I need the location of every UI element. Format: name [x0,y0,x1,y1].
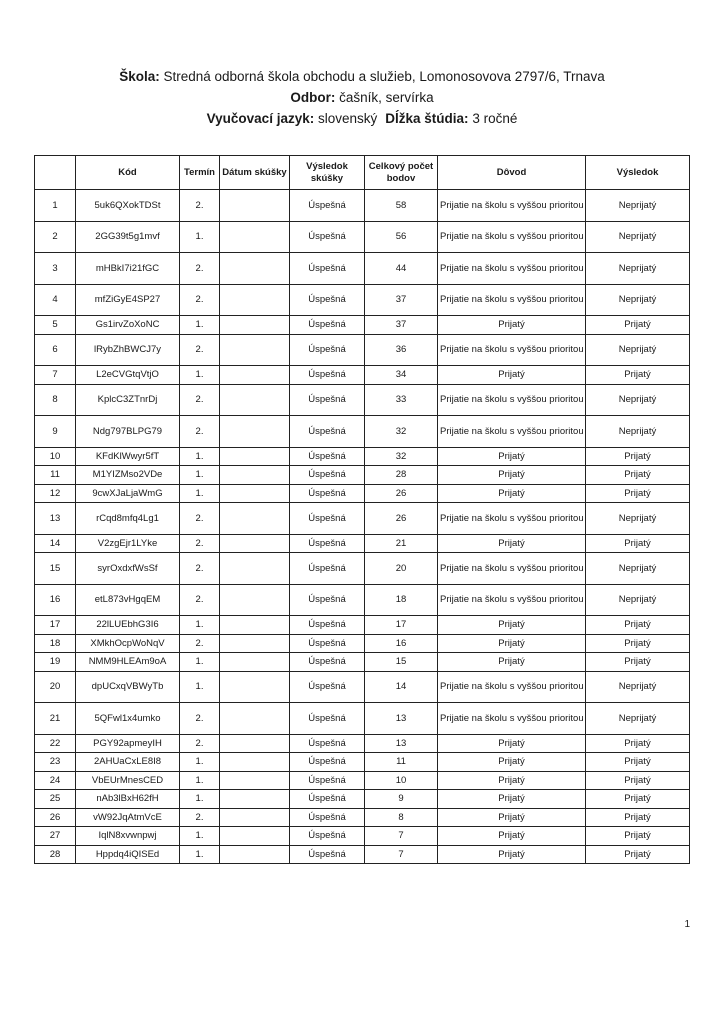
duration-value: 3 ročné [472,111,518,126]
cell-reason: Prijatý [438,753,586,772]
cell-result: Neprijatý [586,221,690,253]
cell-term: 2. [180,334,220,366]
cell-number: 6 [35,334,76,366]
field-line [0,87,724,108]
cell-total-points: 11 [365,753,438,772]
cell-code: 2GG39t5g1mvf [76,221,180,253]
cell-result: Neprijatý [586,334,690,366]
cell-exam-date [220,534,290,553]
cell-result: Neprijatý [586,553,690,585]
cell-code: syrOxdxfWsSf [76,553,180,585]
cell-number: 26 [35,808,76,827]
cell-exam-date [220,316,290,335]
cell-term: 2. [180,584,220,616]
cell-term: 1. [180,753,220,772]
cell-term: 2. [180,703,220,735]
table-row [35,616,690,635]
cell-reason: Prijatie na školu s vyššou prioritou [438,190,586,222]
table-row [35,753,690,772]
cell-exam-date [220,634,290,653]
cell-exam-date [220,653,290,672]
cell-exam-date [220,771,290,790]
cell-result: Prijatý [586,771,690,790]
cell-code: lRybZhBWCJ7y [76,334,180,366]
cell-result: Prijatý [586,845,690,864]
table-row [35,771,690,790]
table-row [35,671,690,703]
cell-term: 1. [180,827,220,846]
cell-code: Gs1irvZoXoNC [76,316,180,335]
cell-number: 5 [35,316,76,335]
cell-number: 20 [35,671,76,703]
table-row [35,316,690,335]
cell-exam-result: Úspešná [290,634,365,653]
cell-term: 2. [180,284,220,316]
cell-result: Neprijatý [586,503,690,535]
cell-reason: Prijatie na školu s vyššou prioritou [438,221,586,253]
cell-term: 1. [180,616,220,635]
cell-total-points: 20 [365,553,438,585]
cell-reason: Prijatie na školu s vyššou prioritou [438,384,586,416]
cell-result: Prijatý [586,466,690,485]
cell-exam-result: Úspešná [290,416,365,448]
cell-code: mHBkI7i21fGC [76,253,180,285]
cell-reason: Prijatý [438,771,586,790]
cell-exam-date [220,366,290,385]
table-row [35,221,690,253]
header-result: Výsledok [586,156,690,190]
cell-code: KFdKlWwyr5fT [76,447,180,466]
cell-exam-result: Úspešná [290,384,365,416]
cell-number: 23 [35,753,76,772]
cell-result: Neprijatý [586,384,690,416]
cell-reason: Prijatý [438,447,586,466]
cell-exam-date [220,447,290,466]
cell-term: 1. [180,484,220,503]
cell-number: 3 [35,253,76,285]
cell-number: 28 [35,845,76,864]
school-value: Stredná odborná škola obchodu a služieb, Lomonosovova 2797/6, Trnava [163,69,605,84]
cell-exam-date [220,584,290,616]
school-label: Škola: [119,69,160,84]
cell-result: Prijatý [586,484,690,503]
duration-label: Dĺžka štúdia: [385,111,469,126]
cell-result: Prijatý [586,316,690,335]
table-row [35,334,690,366]
cell-reason: Prijatie na školu s vyššou prioritou [438,334,586,366]
cell-exam-date [220,753,290,772]
cell-number: 14 [35,534,76,553]
cell-term: 1. [180,366,220,385]
cell-code: KplcC3ZTnrDj [76,384,180,416]
cell-total-points: 28 [365,466,438,485]
table-row [35,447,690,466]
cell-result: Prijatý [586,653,690,672]
cell-code: 5uk6QXokTDSt [76,190,180,222]
cell-total-points: 32 [365,416,438,448]
table-header-row [35,156,690,190]
cell-code: Ndg797BLPG79 [76,416,180,448]
cell-result: Prijatý [586,734,690,753]
cell-reason: Prijatý [438,534,586,553]
cell-exam-date [220,284,290,316]
cell-exam-result: Úspešná [290,808,365,827]
cell-term: 2. [180,808,220,827]
cell-term: 2. [180,503,220,535]
cell-term: 2. [180,384,220,416]
cell-code: NMM9HLEAm9oA [76,653,180,672]
cell-reason: Prijatý [438,366,586,385]
table-row [35,366,690,385]
cell-reason: Prijatý [438,653,586,672]
cell-code: V2zgEjr1LYke [76,534,180,553]
cell-total-points: 33 [365,384,438,416]
cell-exam-result: Úspešná [290,503,365,535]
cell-exam-date [220,734,290,753]
cell-result: Neprijatý [586,416,690,448]
cell-reason: Prijatý [438,790,586,809]
cell-number: 12 [35,484,76,503]
cell-total-points: 36 [365,334,438,366]
cell-term: 2. [180,634,220,653]
cell-total-points: 8 [365,808,438,827]
cell-total-points: 15 [365,653,438,672]
cell-code: rCqd8mfq4Lg1 [76,503,180,535]
cell-code: 5QFwl1x4umko [76,703,180,735]
header-code: Kód [76,156,180,190]
language-value: slovenský [317,111,378,126]
cell-exam-result: Úspešná [290,466,365,485]
cell-result: Prijatý [586,827,690,846]
cell-total-points: 14 [365,671,438,703]
table-row [35,734,690,753]
cell-code: etL873vHgqEM [76,584,180,616]
cell-term: 1. [180,316,220,335]
cell-exam-result: Úspešná [290,753,365,772]
table-row [35,416,690,448]
header-term: Termín [180,156,220,190]
cell-code: IqlN8xvwnpwj [76,827,180,846]
cell-term: 2. [180,734,220,753]
cell-term: 2. [180,190,220,222]
cell-exam-result: Úspešná [290,190,365,222]
table-body [35,190,690,864]
cell-exam-date [220,553,290,585]
cell-result: Neprijatý [586,190,690,222]
cell-result: Neprijatý [586,703,690,735]
cell-number: 7 [35,366,76,385]
document-header [0,66,724,129]
cell-total-points: 32 [365,447,438,466]
cell-exam-date [220,616,290,635]
cell-exam-result: Úspešná [290,334,365,366]
cell-number: 21 [35,703,76,735]
cell-reason: Prijatý [438,484,586,503]
cell-exam-result: Úspešná [290,790,365,809]
cell-number: 18 [35,634,76,653]
header-exam-result: Výsledok skúšky [290,156,365,190]
cell-term: 1. [180,790,220,809]
cell-code: XMkhOcpWoNqV [76,634,180,653]
cell-term: 1. [180,447,220,466]
cell-reason: Prijatie na školu s vyššou prioritou [438,671,586,703]
table-row [35,790,690,809]
cell-code: mfZiGyE4SP27 [76,284,180,316]
cell-total-points: 18 [365,584,438,616]
cell-code: 2AHUaCxLE8I8 [76,753,180,772]
cell-reason: Prijatý [438,634,586,653]
cell-reason: Prijatie na školu s vyššou prioritou [438,253,586,285]
cell-result: Neprijatý [586,584,690,616]
cell-total-points: 17 [365,616,438,635]
cell-number: 25 [35,790,76,809]
cell-number: 2 [35,221,76,253]
cell-term: 2. [180,553,220,585]
table-row [35,845,690,864]
cell-result: Prijatý [586,753,690,772]
cell-number: 17 [35,616,76,635]
cell-number: 19 [35,653,76,672]
cell-total-points: 34 [365,366,438,385]
cell-exam-date [220,416,290,448]
cell-reason: Prijatý [438,734,586,753]
field-value: čašník, servírka [339,90,434,105]
cell-total-points: 16 [365,634,438,653]
cell-exam-result: Úspešná [290,484,365,503]
cell-exam-date [220,703,290,735]
cell-code: Hppdq4iQISEd [76,845,180,864]
cell-result: Prijatý [586,634,690,653]
table-row [35,284,690,316]
cell-number: 1 [35,190,76,222]
cell-exam-result: Úspešná [290,584,365,616]
cell-exam-date [220,827,290,846]
cell-exam-date [220,845,290,864]
cell-term: 2. [180,534,220,553]
page-number: 1 [684,919,690,930]
cell-exam-date [220,221,290,253]
cell-reason: Prijatie na školu s vyššou prioritou [438,416,586,448]
cell-term: 2. [180,416,220,448]
language-duration-line [0,108,724,129]
cell-total-points: 56 [365,221,438,253]
cell-exam-date [220,671,290,703]
table-row [35,584,690,616]
cell-total-points: 13 [365,734,438,753]
cell-number: 10 [35,447,76,466]
cell-exam-date [220,484,290,503]
cell-code: M1YIZMso2VDe [76,466,180,485]
cell-number: 11 [35,466,76,485]
cell-total-points: 37 [365,284,438,316]
cell-reason: Prijatie na školu s vyššou prioritou [438,553,586,585]
cell-reason: Prijatý [438,827,586,846]
table-row [35,703,690,735]
cell-reason: Prijatý [438,316,586,335]
header-reason: Dôvod [438,156,586,190]
cell-exam-date [220,384,290,416]
cell-term: 1. [180,221,220,253]
cell-code: L2eCVGtqVtjO [76,366,180,385]
cell-exam-date [220,190,290,222]
table-row [35,466,690,485]
cell-reason: Prijatie na školu s vyššou prioritou [438,703,586,735]
cell-exam-date [220,334,290,366]
cell-reason: Prijatie na školu s vyššou prioritou [438,503,586,535]
cell-term: 1. [180,466,220,485]
table-row [35,808,690,827]
table-row [35,827,690,846]
cell-result: Neprijatý [586,253,690,285]
cell-result: Prijatý [586,790,690,809]
cell-exam-result: Úspešná [290,703,365,735]
cell-term: 1. [180,845,220,864]
cell-total-points: 7 [365,827,438,846]
cell-term: 1. [180,671,220,703]
cell-reason: Prijatý [438,845,586,864]
table-row [35,253,690,285]
cell-exam-result: Úspešná [290,616,365,635]
cell-number: 13 [35,503,76,535]
cell-term: 1. [180,653,220,672]
cell-code: dpUCxqVBWyTb [76,671,180,703]
cell-exam-date [220,808,290,827]
admission-results-table [34,155,690,864]
cell-number: 8 [35,384,76,416]
cell-total-points: 44 [365,253,438,285]
cell-number: 15 [35,553,76,585]
cell-reason: Prijatý [438,616,586,635]
cell-term: 1. [180,771,220,790]
cell-exam-date [220,253,290,285]
table-row [35,553,690,585]
cell-reason: Prijatie na školu s vyššou prioritou [438,584,586,616]
cell-result: Prijatý [586,534,690,553]
header-exam-date: Dátum skúšky [220,156,290,190]
cell-number: 24 [35,771,76,790]
cell-number: 16 [35,584,76,616]
cell-exam-result: Úspešná [290,366,365,385]
cell-total-points: 10 [365,771,438,790]
cell-reason: Prijatý [438,466,586,485]
cell-exam-result: Úspešná [290,316,365,335]
cell-total-points: 58 [365,190,438,222]
cell-total-points: 7 [365,845,438,864]
cell-exam-result: Úspešná [290,221,365,253]
cell-term: 2. [180,253,220,285]
cell-total-points: 21 [365,534,438,553]
cell-number: 27 [35,827,76,846]
cell-exam-result: Úspešná [290,553,365,585]
cell-exam-result: Úspešná [290,827,365,846]
field-label: Odbor: [290,90,336,105]
cell-exam-result: Úspešná [290,534,365,553]
cell-exam-result: Úspešná [290,845,365,864]
cell-exam-date [220,466,290,485]
school-line [0,66,724,87]
cell-code: 9cwXJaLjaWmG [76,484,180,503]
cell-code: vW92JqAtmVcE [76,808,180,827]
cell-exam-date [220,503,290,535]
header-number [35,156,76,190]
cell-exam-result: Úspešná [290,653,365,672]
table-row [35,534,690,553]
cell-total-points: 9 [365,790,438,809]
cell-exam-result: Úspešná [290,253,365,285]
cell-reason: Prijatie na školu s vyššou prioritou [438,284,586,316]
cell-result: Prijatý [586,808,690,827]
cell-exam-result: Úspešná [290,771,365,790]
cell-exam-result: Úspešná [290,447,365,466]
header-total-points: Celkový počet bodov [365,156,438,190]
cell-exam-result: Úspešná [290,734,365,753]
cell-exam-date [220,790,290,809]
language-label: Vyučovací jazyk: [206,111,315,126]
table-row [35,634,690,653]
cell-total-points: 37 [365,316,438,335]
cell-exam-result: Úspešná [290,284,365,316]
table-row [35,484,690,503]
cell-result: Prijatý [586,616,690,635]
table-row [35,503,690,535]
cell-result: Prijatý [586,447,690,466]
cell-result: Prijatý [586,366,690,385]
cell-code: 22lLUEbhG3I6 [76,616,180,635]
cell-number: 22 [35,734,76,753]
cell-result: Neprijatý [586,671,690,703]
cell-total-points: 26 [365,503,438,535]
cell-exam-result: Úspešná [290,671,365,703]
cell-number: 4 [35,284,76,316]
cell-total-points: 13 [365,703,438,735]
cell-code: PGY92apmeyIH [76,734,180,753]
cell-code: nAb3lBxH62fH [76,790,180,809]
table-row [35,653,690,672]
table-row [35,384,690,416]
cell-reason: Prijatý [438,808,586,827]
cell-code: VbEUrMnesCED [76,771,180,790]
cell-total-points: 26 [365,484,438,503]
cell-result: Neprijatý [586,284,690,316]
table-row [35,190,690,222]
cell-number: 9 [35,416,76,448]
